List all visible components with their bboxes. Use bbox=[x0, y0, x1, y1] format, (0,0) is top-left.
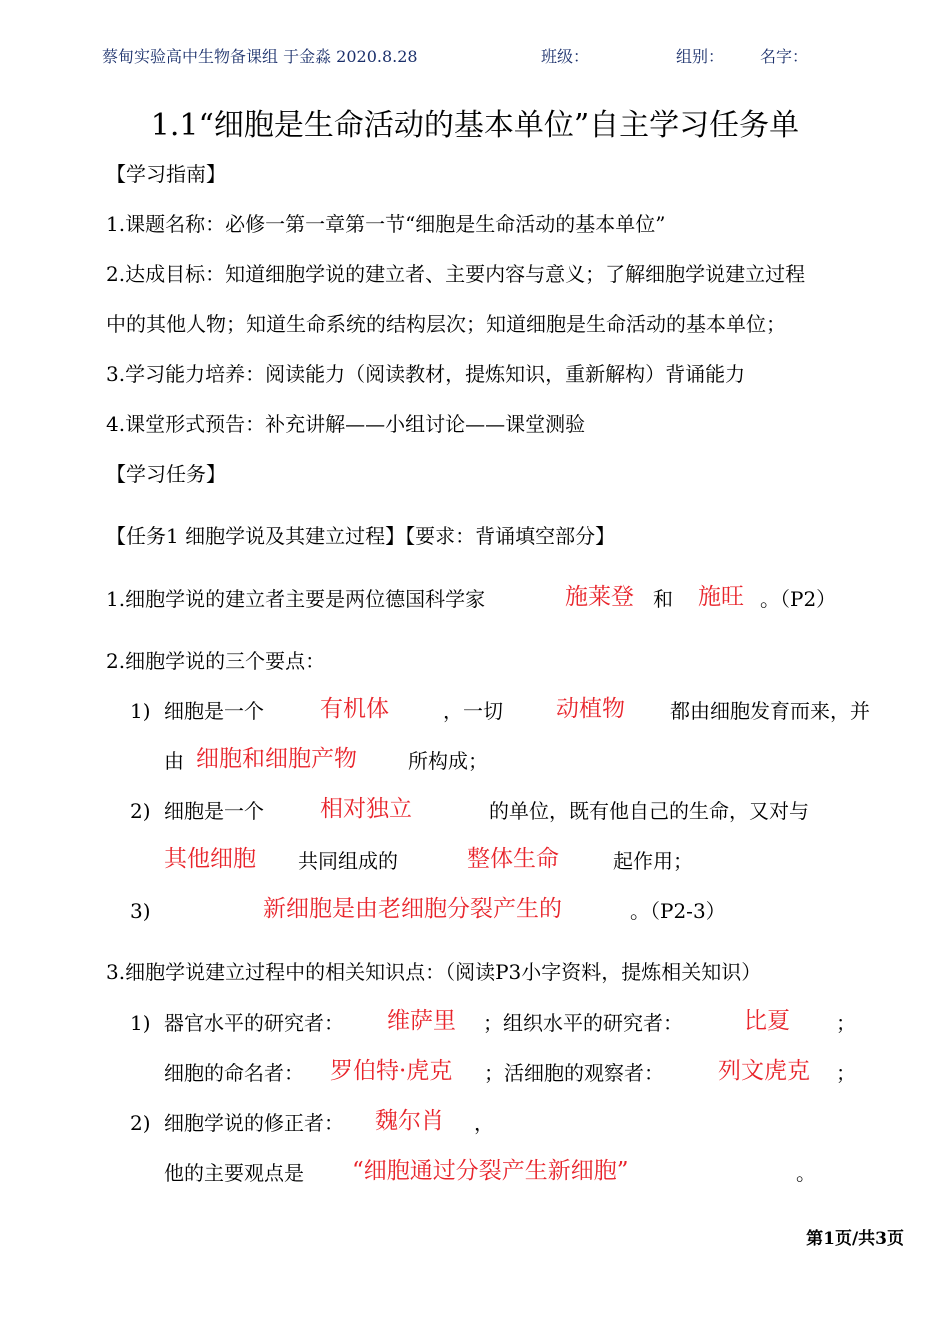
page-footer: 第1页/共3页 bbox=[806, 1229, 904, 1249]
task1-heading: 【任务1 细胞学说及其建立过程】【要求：背诵填空部分】 bbox=[106, 524, 616, 548]
q3-point-1-answer-2: 比夏 bbox=[744, 1008, 790, 1034]
header-school: 蔡甸实验高中生物备课组 于金淼 2020.8.28 bbox=[102, 47, 418, 66]
q3-point-1-num: 1) bbox=[130, 1011, 151, 1035]
guide-item-2a: 2.达成目标：知道细胞学说的建立者、主要内容与意义；了解细胞学说建立过程 bbox=[106, 262, 806, 286]
q3-point-2-answer-2: “细胞通过分裂产生新细胞” bbox=[352, 1158, 629, 1184]
q1-answer-2: 施旺 bbox=[698, 584, 744, 610]
q3-point-2-text-b: ， bbox=[474, 1111, 494, 1135]
q3-point-1-text-d: 细胞的命名者： bbox=[164, 1061, 304, 1085]
q2-point-1-text-d: 由 bbox=[164, 749, 184, 773]
q2-point-2-answer-2: 其他细胞 bbox=[164, 846, 256, 872]
q2-point-1-answer-1: 有机体 bbox=[320, 696, 389, 722]
q3-point-1-text-f: ； bbox=[836, 1061, 856, 1085]
q2-point-2-text-c: 共同组成的 bbox=[298, 849, 398, 873]
q2-point-3-suffix: 。（P2-3） bbox=[630, 899, 726, 923]
page-title: 1.1“细胞是生命活动的基本单位”自主学习任务单 bbox=[150, 108, 800, 143]
q1-mid: 和 bbox=[653, 587, 673, 611]
guide-item-2b: 中的其他人物；知道生命系统的结构层次；知道细胞是生命活动的基本单位； bbox=[106, 312, 786, 336]
q3-heading: 3.细胞学说建立过程中的相关知识点：（阅读P3小字资料，提炼相关知识） bbox=[106, 960, 762, 984]
q2-point-2-text-a: 细胞是一个 bbox=[164, 799, 264, 823]
q3-point-1-text-e: ；活细胞的观察者： bbox=[484, 1061, 664, 1085]
header-class-label: 班级： bbox=[541, 47, 590, 66]
tasks-heading: 【学习任务】 bbox=[106, 462, 226, 486]
q2-point-1-text-b: ，一切 bbox=[443, 699, 503, 723]
guide-item-1: 1.课题名称：必修一第一章第一节“细胞是生命活动的基本单位” bbox=[106, 212, 666, 236]
q3-point-2-answer-1: 魏尔肖 bbox=[375, 1108, 444, 1134]
q2-point-2-answer-1: 相对独立 bbox=[320, 796, 412, 822]
q1-answer-1: 施莱登 bbox=[565, 584, 634, 610]
q2-heading: 2.细胞学说的三个要点： bbox=[106, 649, 326, 673]
guide-heading: 【学习指南】 bbox=[106, 162, 226, 186]
header-group-label: 组别： bbox=[676, 47, 725, 66]
q2-point-2-num: 2) bbox=[130, 799, 151, 823]
q3-point-1-text-c: ； bbox=[836, 1011, 856, 1035]
q3-point-1-text-b: ；组织水平的研究者： bbox=[483, 1011, 683, 1035]
q3-point-2-num: 2) bbox=[130, 1111, 151, 1135]
guide-item-3: 3.学习能力培养：阅读能力（阅读教材，提炼知识，重新解构）背诵能力 bbox=[106, 362, 746, 386]
guide-item-4: 4.课堂形式预告：补充讲解——小组讨论——课堂测验 bbox=[106, 412, 586, 436]
q3-point-2-text-a: 细胞学说的修正者： bbox=[164, 1111, 344, 1135]
q1-prefix: 1.细胞学说的建立者主要是两位德国科学家 bbox=[106, 587, 486, 611]
q2-point-1-text-c: 都由细胞发育而来，并 bbox=[670, 699, 870, 723]
q2-point-1-text-a: 细胞是一个 bbox=[164, 699, 264, 723]
q2-point-1-text-e: 所构成； bbox=[408, 749, 488, 773]
q2-point-3-num: 3) bbox=[130, 899, 151, 923]
q2-point-1-num: 1) bbox=[130, 699, 151, 723]
header-name-label: 名字： bbox=[760, 47, 809, 66]
q2-point-2-text-b: 的单位，既有他自己的生命，又对与 bbox=[489, 799, 809, 823]
q2-point-3-answer: 新细胞是由老细胞分裂产生的 bbox=[263, 896, 562, 922]
q2-point-1-answer-3: 细胞和细胞产物 bbox=[196, 746, 357, 772]
q3-point-1-answer-1: 维萨里 bbox=[387, 1008, 456, 1034]
q3-point-2-text-c: 他的主要观点是 bbox=[164, 1161, 304, 1185]
q3-point-1-answer-3: 罗伯特·虎克 bbox=[330, 1058, 453, 1084]
q1-suffix: 。（P2） bbox=[760, 587, 837, 611]
q3-point-1-text-a: 器官水平的研究者： bbox=[164, 1011, 344, 1035]
q3-point-1-answer-4: 列文虎克 bbox=[718, 1058, 810, 1084]
q3-point-2-text-d: 。 bbox=[796, 1161, 816, 1185]
q2-point-1-answer-2: 动植物 bbox=[556, 696, 625, 722]
q2-point-2-text-d: 起作用； bbox=[613, 849, 693, 873]
q2-point-2-answer-3: 整体生命 bbox=[467, 846, 559, 872]
